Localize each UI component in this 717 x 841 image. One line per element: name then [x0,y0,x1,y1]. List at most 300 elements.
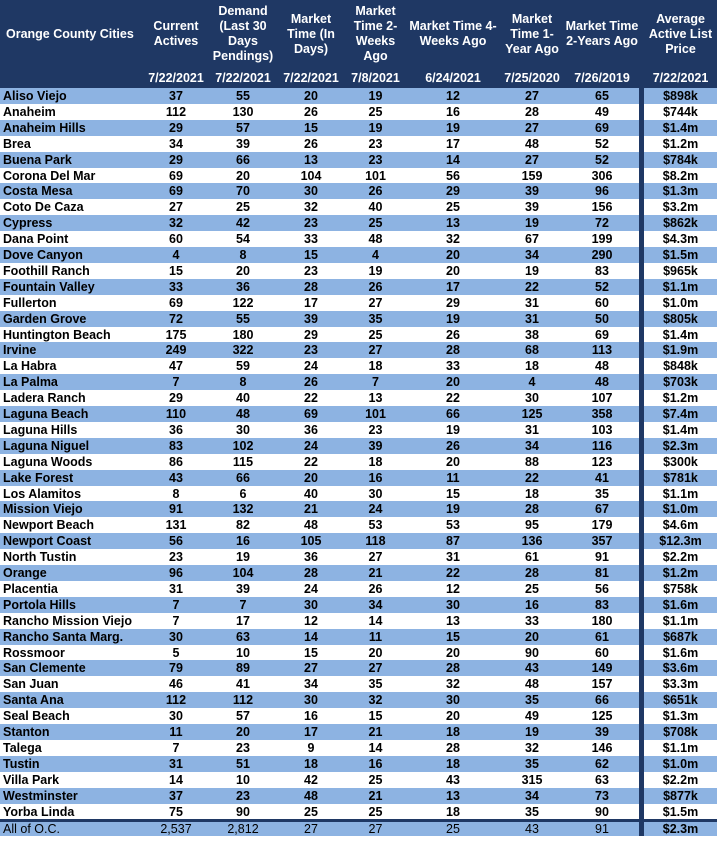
cell-mt-2years: 52 [595,279,609,294]
table-row [0,692,717,708]
header-avg-price: Average Active List Price [648,11,713,56]
cell-mt-4weeks: 13 [446,788,460,803]
cell-avg-price: $3.3m [662,677,699,692]
cell-mt-2weeks: 32 [368,693,383,708]
cell-city: Rancho Mission Viejo [3,613,132,628]
cell-avg-price: $1.2m [662,566,699,580]
cell-city: Aliso Viejo [3,89,67,103]
cell-mt-4weeks: 28 [446,661,460,676]
cell-mt-2years: 156 [591,200,613,215]
cell-demand: 16 [236,534,250,549]
cell-mt-4weeks: 30 [446,597,460,612]
cell-current-actives: 30 [169,709,183,724]
total-mt-1year: 43 [525,822,539,836]
table-row [0,470,717,486]
cell-mt-2years: 49 [595,104,609,119]
cell-current-actives: 14 [169,772,183,787]
total-mt-4weeks: 25 [446,822,460,836]
cell-market-time: 22 [304,391,318,406]
cell-mt-4weeks: 12 [446,89,460,103]
cell-mt-4weeks: 29 [446,184,460,199]
table-row [0,390,717,406]
cell-demand: 122 [232,295,254,310]
cell-avg-price: $898k [663,89,698,103]
cell-mt-2weeks: 21 [368,725,383,739]
cell-mt-2years: 83 [595,263,609,278]
cell-market-time: 9 [307,740,315,755]
cell-city: Brea [3,136,31,151]
cell-mt-2weeks: 14 [368,740,383,755]
cell-mt-1year: 19 [525,216,539,231]
cell-mt-4weeks: 87 [446,534,460,549]
cell-demand: 130 [232,104,254,119]
cell-city: Seal Beach [3,709,70,724]
cell-mt-4weeks: 22 [446,566,460,580]
cell-mt-2years: 69 [595,327,609,342]
cell-mt-4weeks: 30 [446,693,460,708]
cell-mt-2weeks: 26 [368,279,383,294]
cell-market-time: 16 [304,709,318,724]
cell-current-actives: 91 [169,502,183,517]
table-row [0,136,717,152]
cell-demand: 23 [236,788,250,803]
cell-current-actives: 31 [169,581,183,596]
cell-demand: 89 [236,661,250,676]
cell-city: Buena Park [3,152,72,167]
cell-mt-1year: 35 [525,756,539,771]
cell-mt-4weeks: 33 [446,359,460,374]
cell-mt-2weeks: 35 [368,311,383,326]
cell-city: Huntington Beach [3,327,111,342]
cell-demand: 55 [236,311,250,326]
cell-mt-2years: 63 [595,772,609,787]
cell-city: Mission Viejo [3,502,83,517]
header-mt-1year: Market Time 1-Year Ago [505,11,559,56]
cell-mt-1year: 28 [525,502,539,517]
cell-city: Placentia [3,581,58,596]
cell-mt-4weeks: 25 [446,200,460,215]
table-row [0,311,717,327]
date-mt-2weeks: 7/8/2021 [351,71,400,85]
cell-mt-2weeks: 26 [368,581,383,596]
cell-current-actives: 249 [165,343,187,358]
cell-mt-4weeks: 19 [446,422,460,437]
cell-city: Foothill Ranch [3,263,90,278]
cell-current-actives: 69 [169,168,183,183]
cell-current-actives: 23 [169,550,183,565]
cell-demand: 132 [232,502,254,517]
table-row [0,597,717,613]
cell-mt-2years: 96 [595,184,609,199]
cell-mt-2years: 107 [591,391,613,406]
cell-avg-price: $2.2m [662,550,699,565]
cell-mt-4weeks: 18 [446,725,460,739]
cell-demand: 23 [236,740,250,755]
table-row [0,517,717,533]
cell-mt-2years: 35 [595,486,609,501]
cell-mt-2weeks: 14 [368,613,383,628]
cell-mt-2weeks: 24 [368,502,383,517]
cell-market-time: 30 [304,184,318,199]
cell-mt-4weeks: 17 [446,279,460,294]
cell-mt-2weeks: 19 [368,120,383,135]
cell-mt-1year: 39 [525,200,539,215]
cell-mt-2years: 60 [595,295,609,310]
cell-market-time: 15 [304,120,318,135]
cell-mt-2years: 72 [595,216,609,231]
cell-mt-2years: 39 [595,725,609,739]
cell-avg-price: $703k [663,375,698,390]
date-mt-1year: 7/25/2020 [504,71,560,85]
cell-city: North Tustin [3,550,77,565]
table-row [0,358,717,374]
cell-mt-2weeks: 101 [365,168,386,183]
cell-city: La Habra [3,359,57,374]
table-row [0,501,717,517]
cell-market-time: 34 [304,677,318,692]
table-row [0,263,717,279]
cell-city: Anaheim Hills [3,120,86,135]
cell-avg-price: $744k [663,104,698,119]
cell-demand: 17 [236,613,250,628]
cell-market-time: 17 [304,725,318,739]
date-mt-2years: 7/26/2019 [574,71,630,85]
header-city: Orange County Cities [6,26,134,41]
cell-mt-2weeks: 7 [372,375,379,390]
cell-current-actives: 33 [169,279,183,294]
cell-city: Fullerton [3,295,57,310]
cell-mt-2weeks: 27 [368,343,383,358]
total-current-actives: 2,537 [160,822,192,836]
cell-mt-2weeks: 16 [368,470,383,485]
cell-demand: 54 [236,232,250,247]
cell-current-actives: 112 [165,104,187,119]
table-row [0,772,717,788]
cell-avg-price: $1.1m [662,740,699,755]
cell-demand: 63 [236,629,250,644]
cell-mt-2weeks: 27 [368,661,383,676]
cell-current-actives: 8 [172,486,180,501]
cell-avg-price: $4.3m [662,232,699,247]
cell-mt-4weeks: 20 [446,248,460,262]
cell-mt-1year: 125 [521,407,543,421]
cell-mt-4weeks: 15 [446,629,460,644]
cell-market-time: 23 [304,216,318,231]
cell-city: Laguna Beach [3,407,89,421]
cell-market-time: 25 [304,804,318,819]
cell-mt-2years: 125 [591,709,613,724]
cell-avg-price: $1.4m [662,327,699,342]
cell-city: San Clemente [3,661,86,676]
cell-mt-2years: 306 [591,168,613,183]
cell-mt-2years: 179 [591,518,613,533]
table-row [0,215,717,231]
cell-demand: 55 [236,89,250,103]
cell-market-time: 36 [304,550,318,565]
cell-avg-price: $1.4m [662,422,699,437]
cell-city: Rossmoor [3,645,65,660]
cell-mt-2weeks: 39 [368,438,383,453]
total-row [0,819,717,836]
cell-market-time: 23 [304,263,318,278]
cell-mt-1year: 32 [525,740,539,755]
cell-mt-2weeks: 23 [368,152,383,167]
cell-mt-2years: 66 [595,693,609,708]
cell-avg-price: $848k [663,359,698,374]
cell-current-actives: 7 [172,597,180,612]
cell-current-actives: 175 [165,327,187,342]
cell-mt-4weeks: 11 [446,470,460,485]
table-row [0,342,717,358]
cell-mt-2years: 67 [595,502,609,517]
table-row [0,183,717,199]
date-row [0,68,717,88]
cell-city: Rancho Santa Marg. [3,629,124,644]
cell-avg-price: $784k [663,152,698,167]
table-row [0,454,717,470]
cell-avg-price: $1.0m [662,502,699,517]
cell-mt-1year: 61 [525,550,539,565]
cell-mt-1year: 38 [525,327,539,342]
cell-mt-2weeks: 23 [368,136,383,151]
cell-mt-4weeks: 20 [446,454,460,469]
cell-current-actives: 7 [172,375,180,390]
cell-mt-1year: 35 [525,804,539,819]
cell-mt-4weeks: 15 [446,486,460,501]
table-row [0,740,717,756]
cell-mt-2weeks: 18 [368,359,383,374]
table-row [0,168,717,184]
cell-market-time: 104 [300,168,322,183]
header-mt-2years: Market Time 2-Years Ago [565,19,639,48]
cell-demand: 104 [232,566,254,580]
cell-city: Laguna Niguel [3,438,90,453]
table-row [0,152,717,168]
cell-demand: 20 [236,168,250,183]
cell-mt-1year: 4 [528,375,536,390]
cell-city: Newport Coast [3,534,92,549]
cell-mt-4weeks: 17 [446,136,460,151]
cell-demand: 82 [236,518,250,533]
header-current-actives: Current Actives [153,19,199,48]
cell-avg-price: $2.2m [662,772,699,787]
cell-current-actives: 37 [169,788,183,803]
cell-market-time: 21 [304,502,318,517]
cell-demand: 25 [236,200,250,215]
cell-mt-2weeks: 25 [368,772,383,787]
cell-demand: 10 [236,772,250,787]
table-row [0,295,717,311]
cell-mt-1year: 67 [525,232,539,247]
cell-mt-1year: 28 [525,104,539,119]
header-market-time: Market Time (In Days) [287,11,335,56]
cell-mt-1year: 88 [525,454,539,469]
date-market-time: 7/22/2021 [283,71,339,85]
cell-mt-1year: 16 [525,597,539,612]
cell-mt-1year: 27 [525,152,539,167]
cell-current-actives: 34 [169,136,183,151]
cell-mt-4weeks: 18 [446,804,460,819]
cell-current-actives: 79 [169,661,183,676]
cell-mt-1year: 68 [525,343,539,358]
cell-mt-1year: 34 [525,248,539,262]
cell-mt-1year: 90 [525,645,539,660]
cell-market-time: 48 [304,788,318,803]
cell-avg-price: $687k [663,629,698,644]
total-avg-price: $2.3m [662,822,699,836]
cell-avg-price: $877k [663,788,698,803]
cell-current-actives: 31 [169,756,183,771]
cell-mt-4weeks: 18 [446,756,460,771]
cell-current-actives: 96 [169,566,183,580]
cell-mt-4weeks: 13 [446,613,460,628]
cell-avg-price: $758k [663,581,698,596]
cell-mt-1year: 35 [525,693,539,708]
cell-mt-1year: 48 [525,677,539,692]
cell-city: Laguna Hills [3,422,78,437]
cell-avg-price: $1.5m [662,804,699,819]
cell-mt-4weeks: 56 [446,168,460,183]
cell-avg-price: $2.3m [662,438,699,453]
cell-mt-2weeks: 25 [368,804,383,819]
cell-city: Ladera Ranch [3,391,86,406]
cell-mt-2years: 123 [591,454,613,469]
cell-avg-price: $1.0m [662,756,699,771]
cell-mt-2years: 149 [591,661,613,676]
table-row [0,804,717,820]
cell-mt-4weeks: 26 [446,327,460,342]
table-row [0,486,717,502]
cell-demand: 19 [236,550,250,565]
cell-mt-2years: 52 [595,152,609,167]
cell-mt-2weeks: 118 [365,534,386,549]
cell-avg-price: $1.6m [662,597,699,612]
cell-avg-price: $1.2m [662,391,699,406]
cell-mt-1year: 95 [525,518,539,533]
cell-mt-4weeks: 31 [446,550,460,565]
cell-current-actives: 60 [169,232,183,247]
cell-mt-2weeks: 23 [368,422,383,437]
cell-city: Westminster [3,788,78,803]
cell-current-actives: 29 [169,120,183,135]
total-label: All of O.C. [3,822,60,836]
cell-city: Lake Forest [3,470,74,485]
cell-mt-4weeks: 19 [446,120,460,135]
cell-mt-4weeks: 20 [446,645,460,660]
cell-market-time: 48 [304,518,318,533]
cell-mt-2weeks: 30 [368,486,383,501]
table-row [0,231,717,247]
cell-mt-2years: 290 [591,248,613,262]
cell-mt-4weeks: 28 [446,343,460,358]
cell-mt-1year: 18 [525,486,539,501]
cell-mt-1year: 48 [525,136,539,151]
cell-current-actives: 69 [169,295,183,310]
cell-market-time: 27 [304,661,318,676]
cell-mt-2years: 103 [591,422,613,437]
cell-city: Villa Park [3,772,60,787]
column-separator [639,88,644,819]
cell-current-actives: 46 [169,677,183,692]
cell-market-time: 30 [304,597,318,612]
cell-avg-price: $651k [663,693,698,708]
date-current-actives: 7/22/2021 [148,71,204,85]
cell-mt-2weeks: 21 [368,566,383,580]
cell-demand: 180 [232,327,254,342]
cell-demand: 36 [236,279,250,294]
cell-mt-2years: 73 [595,788,609,803]
cell-demand: 66 [236,470,250,485]
cell-market-time: 23 [304,343,318,358]
total-mt-2weeks: 27 [368,822,383,836]
cell-demand: 322 [232,343,254,358]
cell-avg-price: $781k [663,470,698,485]
cell-current-actives: 29 [169,152,183,167]
cell-demand: 66 [236,152,250,167]
cell-mt-4weeks: 12 [446,581,460,596]
cell-mt-1year: 22 [525,470,539,485]
cell-market-time: 24 [304,438,318,453]
cell-mt-2weeks: 18 [368,454,383,469]
cell-current-actives: 131 [165,518,187,533]
cell-current-actives: 32 [169,216,183,231]
cell-city: Corona Del Mar [3,168,96,183]
date-demand: 7/22/2021 [215,71,271,85]
cell-mt-4weeks: 22 [446,391,460,406]
cell-market-time: 12 [304,613,318,628]
cell-mt-2years: 199 [591,232,613,247]
total-demand: 2,812 [227,822,259,836]
cell-city: Santa Ana [3,693,64,708]
table-row [0,613,717,629]
cell-city: La Palma [3,375,58,390]
table-row [0,676,717,692]
cell-mt-1year: 34 [525,788,539,803]
cell-mt-2years: 69 [595,120,609,135]
cell-mt-1year: 19 [525,725,539,739]
cell-city: San Juan [3,677,59,692]
cell-mt-1year: 20 [525,629,539,644]
cell-avg-price: $3.2m [662,200,699,215]
cell-mt-2weeks: 34 [368,597,383,612]
cell-demand: 7 [239,597,247,612]
cell-mt-2years: 81 [595,566,609,580]
cell-demand: 20 [236,263,250,278]
cell-mt-2years: 91 [595,550,609,565]
cell-mt-1year: 22 [525,279,539,294]
cell-mt-1year: 27 [525,89,539,103]
cell-mt-1year: 315 [521,772,543,787]
cell-mt-4weeks: 16 [446,104,460,119]
cell-current-actives: 75 [169,804,183,819]
cell-avg-price: $1.9m [662,343,699,358]
cell-avg-price: $4.6m [662,518,699,533]
cell-market-time: 28 [304,566,318,580]
table-row [0,581,717,597]
cell-mt-2years: 50 [595,311,609,326]
cell-market-time: 20 [304,89,318,103]
cell-demand: 20 [236,725,250,739]
cell-mt-2years: 52 [595,136,609,151]
cell-current-actives: 27 [169,200,183,215]
cell-mt-2weeks: 25 [368,216,383,231]
cell-city: Coto De Caza [3,200,84,215]
cell-avg-price: $1.1m [662,486,699,501]
cell-demand: 115 [232,454,254,469]
cell-city: Costa Mesa [3,184,73,199]
cell-current-actives: 36 [169,422,183,437]
cell-market-time: 14 [304,629,318,644]
